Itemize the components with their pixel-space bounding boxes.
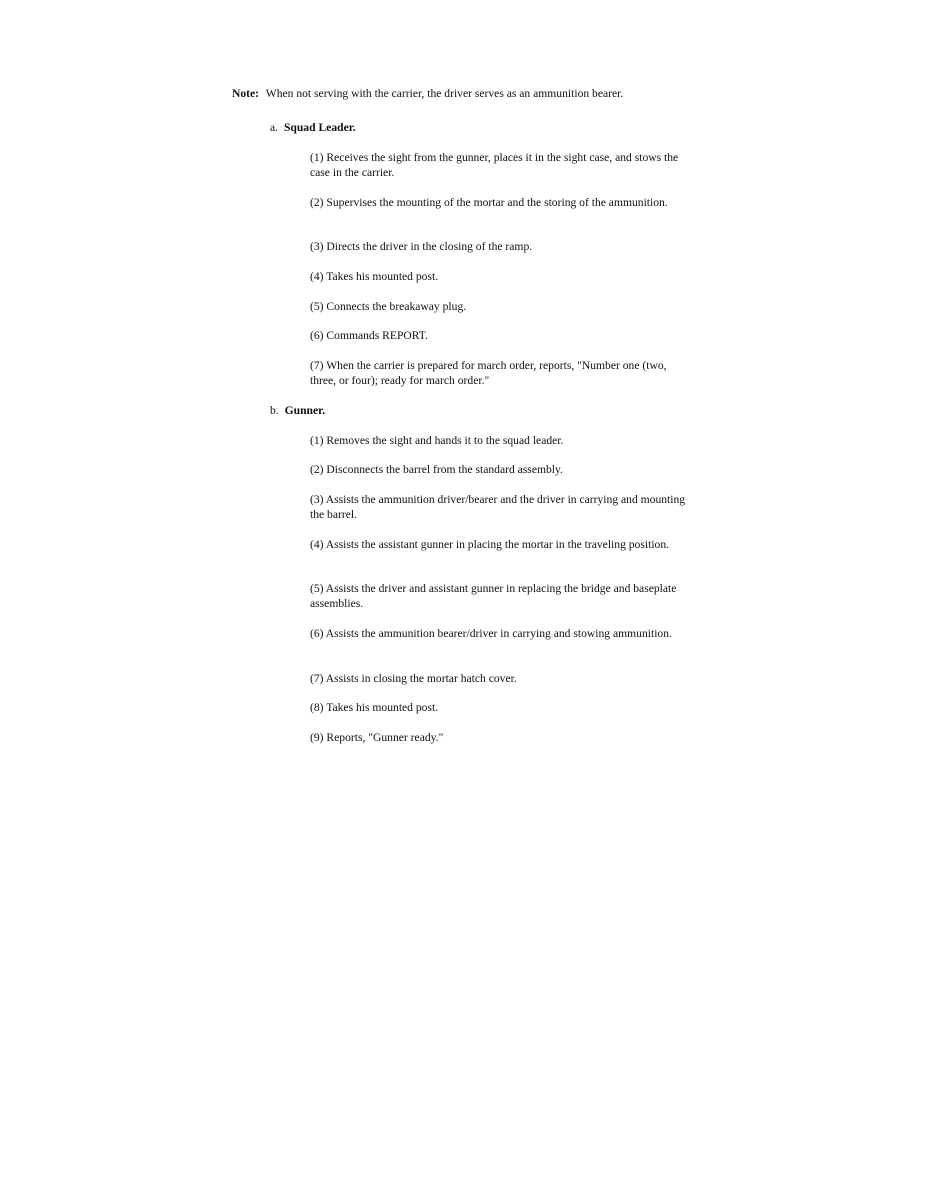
section-heading-gunner [270, 403, 325, 418]
list-item: (5) Connects the breakaway plug. [310, 300, 467, 313]
section-letter: b. [270, 404, 279, 417]
list-item: (1) Receives the sight from the gunner, places it in the sight case, and stows the case in the carrier. [310, 151, 679, 179]
section-heading-squad-leader [270, 120, 356, 135]
list-item: (2) Disconnects the barrel from the standard assembly. [310, 463, 563, 476]
list-item: (9) Reports, "Gunner ready." [310, 731, 444, 744]
list-item: (7) When the carrier is prepared for march order, reports, "Number one (two, three, or four); ready for march order." [310, 359, 667, 387]
section-title: Gunner. [284, 404, 326, 417]
list-item: (5) Assists the driver and assistant gunner in replacing the bridge and baseplate assemblies. [310, 582, 677, 610]
note-label: Note: [232, 87, 260, 100]
list-item: (2) Supervises the mounting of the mortar and the storing of the ammunition. [310, 196, 668, 209]
section-letter: a. [270, 121, 279, 134]
list-item: (3) Assists the ammunition driver/bearer and the driver in carrying and mounting the barrel. [310, 493, 686, 521]
list-item: (8) Takes his mounted post. [310, 701, 439, 714]
note-text: When not serving with the carrier, the driver serves as an ammunition bearer. [265, 87, 624, 100]
list-item: (1) Removes the sight and hands it to the squad leader. [310, 434, 564, 447]
list-item: (7) Assists in closing the mortar hatch cover. [310, 672, 517, 685]
note [232, 86, 752, 101]
list-item: (3) Directs the driver in the closing of the ramp. [310, 240, 533, 253]
list-item: (6) Commands REPORT. [310, 329, 428, 342]
list-item: (6) Assists the ammunition bearer/driver in carrying and stowing ammunition. [310, 627, 672, 640]
section-title: Squad Leader. [283, 121, 356, 134]
list-item: (4) Assists the assistant gunner in placing the mortar in the traveling position. [310, 538, 670, 551]
list-item: (4) Takes his mounted post. [310, 270, 439, 283]
